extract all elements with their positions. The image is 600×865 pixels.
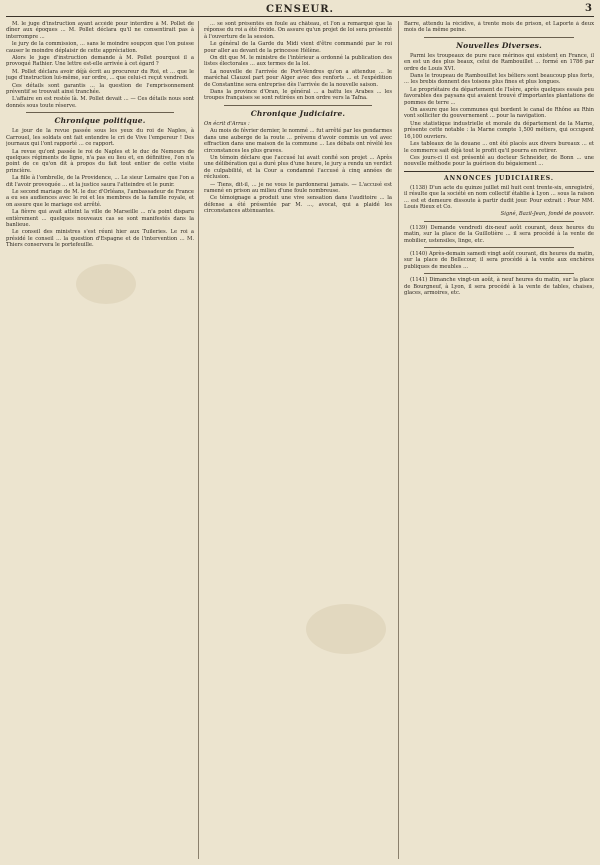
article-paragraph: Un témoin déclare que l'accusé lui avait confié son projet ... Après une délibération qui a duré plus d'une heure, le jury a rendu un verdict de culpabilité, et la Cour a condamné l'accusé à cinq années de réclusion. [204,154,392,181]
section-heading-diverses: Nouvelles Diverses. [456,40,542,50]
article-paragraph: Le conseil des ministres s'est réuni hier aux Tuileries. Le roi a présidé le conseil ... la question d'Espagne et de l'intervention ... M. Thiers conservera le portefeuille. [6,229,194,249]
article-paragraph: Barre, attendu la récidive, à trente mois de prison, et Laporte à deux mois de la même peine. [404,21,594,34]
section-rule [404,171,594,172]
article-paragraph: Parmi les troupeaux de pure race mérinos qui existent en France, il en est un des plus beaux, celui de Rambouillet ... formé en 1786 par ordre de Louis XVI. [404,52,594,72]
column-divider [198,21,199,859]
notice-rule [424,247,574,248]
article-paragraph: Les tableaux de la douane ... ont été placés aux divers bureaux ... et le commerce sait déjà tout le profit qu'il pourra en retirer. [404,141,594,154]
column-1 [6,21,194,859]
article-paragraph: Dans la province d'Oran, le général ... a battu les Arabes ... les troupes françaises se sont retirées en bon ordre vers la Tafna. [204,89,392,102]
article-paragraph: Le général de la Garde du Midi vient d'être commandé par le roi pour aller au devant de la princesse Hélène. [204,41,392,54]
legal-notice: (1141) Dimanche vingt-un août, à neuf heures du matin, sur la place de Bourgneuf, à Lyon, il sera procédé à la vente de tables, chaises, glaces, armoires, etc. [404,277,594,296]
newspaper-page [6,4,594,861]
notice-rule [424,221,574,222]
legal-notice: (1139) Demande vendredi dix-neuf août courant, deux heures du matin, sur la place de la Guillotière ... il sera procédé à la vente de mobilier, ustensiles, linge, etc. [404,224,594,244]
article-paragraph: L'affaire en est restée là. M. Pollet devait ... — Ces détails nous sont donnés sous toute réserve. [6,96,194,109]
article-paragraph: Le propriétaire du département de l'Isère, après quelques essais peu favorables des paysans qui avaient trouvé d'importantes plantations de pommes de terre ... [404,86,594,106]
article-paragraph: ... se sont présentés en foule au château, et l'on a remarqué que la réponse du roi a été froide. On assure qu'un projet de loi sera présenté à l'ouverture de la session. [204,21,392,40]
section-rule [424,37,574,38]
page-number: 3 [585,3,592,14]
section-rule [26,112,174,113]
notice-rule [424,273,574,274]
article-paragraph: Ces jours-ci il est présenté au docteur Schneider, de Bonn ... une nouvelle méthode pour la guérison du bégaiement ... [404,154,594,168]
article-paragraph: La revue qu'ont passée le roi de Naples et le duc de Nemours de quelques régiments de ligne, n'a pas eu lieu et, en définitive, l'on n'a point de ce qu'on dit à propos du fait tout entier de cette visite princière. [6,148,194,174]
article-paragraph: Dans le troupeau de Rambouillet les béliers sont beaucoup plus forts, ... les brebis donnent des toisons plus fines et plus longues. [404,73,594,86]
article-paragraph: Une statistique industrielle et morale du département de la Marne, présente cette notable : la Marne compte 1,500 métiers, qui occupent 16,100 ouvriers. [404,120,594,140]
legal-notice: (1140) Après-demain samedi vingt août courant, dix heures du matin, sur la place de Bellecour, il sera procédé à la vente aux enchères publiques de meubles ... [404,250,594,270]
article-paragraph: le jury de la commission, ... sans le moindre soupçon que l'on puisse causer le moindre déplaisir de cette appréciation. [6,41,194,54]
article-paragraph: M. le juge d'instruction ayant accédé pour interdire à M. Pollet de dîner aux époques ... M. Pollet déclara qu'il ne consentirait pas à interrompre ... [6,21,194,40]
article-paragraph: Ces détails sont garantis ... la question de l'emprisonnement préventif se trouvait ainsi tranchée. [6,82,194,96]
column-3 [404,21,594,859]
article-paragraph: La fièvre qui avait atteint la ville de Marseille ... n'a point disparu entièrement ... quelques nouveaux cas se sont manifestés dans la banlieue. [6,209,194,228]
article-paragraph: La nouvelle de l'arrivée de Port-Vendres qu'on a attendue ... le maréchal Clauzel part pour Alger avec des renforts ... et l'expédition de Constantine sera entreprise dès l'arrivée de la nouvelle saison. [204,68,392,88]
masthead [6,4,594,17]
article-paragraph: Alors le juge d'instruction demande à M. Pollet pourquoi il a provoqué Rathier. Une lettre est-elle arrivée à cet égard ? [6,55,194,68]
article-paragraph: M. Pollet déclara avoir déjà écrit au procureur du Roi, et ... que le juge d'instruction lui-même, sur ordre, ... que celui-ci reçut vendredi. [6,68,194,82]
article-paragraph: On assure que les communes qui bordent le canal de Rhône au Rhin vont solliciter du gouvernement ... pour la navigation. [404,107,594,120]
notice-signature: Signé, Bazil-Jean, fondé de pouvoir. [500,211,594,218]
section-heading-annonces: ANNONCES JUDICIAIRES. [444,174,554,182]
section-heading-politique: Chronique politique. [54,116,146,126]
newspaper-title: CENSEUR. [265,4,335,15]
article-paragraph: La fille à l'ombrelle, de la Providence, ... Le sieur Lemaire que l'on a dit l'avoir provoquée ... et la justice saura l'atteindre et le punir. [6,175,194,188]
article-paragraph: — Tiens, dit-il, ... je ne vous le pardonnerai jamais. — L'accusé est ramené en prison au milieu d'une foule nombreuse. [204,181,392,194]
article-paragraph: Au mois de février dernier, le nommé ... fut arrêté par les gendarmes dans une auberge de la route ... prévenu d'avoir commis un vol avec effraction dans une maison de la commune ... Les débats ont révélé les circonstances les plus graves. [204,128,392,154]
dateline: On écrit d'Arras : [204,120,250,127]
section-heading-judiciaire: Chronique Judiciaire. [250,108,346,118]
article-paragraph: Le jour de la revue passée sous les yeux du roi de Naples, à Carrouel, les soldats ont fait entendre le cri de Vive l'empereur ! Des journaux qui l'ont rapporté ... ce rapport. [6,128,194,148]
legal-notice: (1138) D'un acte du quinze juillet mil huit cent trente-six, enregistré, il résulte que la société en nom collectif établie à Lyon ... sous la raison ... est et demeure dissoute à partir dudit jour. Pour extrait : Pour MM. Louis Rieux et Co. [404,184,594,210]
column-divider [398,21,399,859]
section-rule [224,105,372,106]
column-2 [204,21,392,859]
article-paragraph: On dit que M. le ministre de l'intérieur a ordonné la publication des listes électorales ... aux termes de la loi. [204,55,392,68]
article-paragraph: Le second mariage de M. le duc d'Orléans, l'ambassadeur de France a eu ses audiences avec le roi et les membres de la famille royale, et on assure que le mariage est arrêté. [6,188,194,208]
article-paragraph: Ce témoignage a produit une vive sensation dans l'auditoire ... la défense a été présentée par M. ..., avocat, qui a plaidé les circonstances atténuantes. [204,195,392,215]
